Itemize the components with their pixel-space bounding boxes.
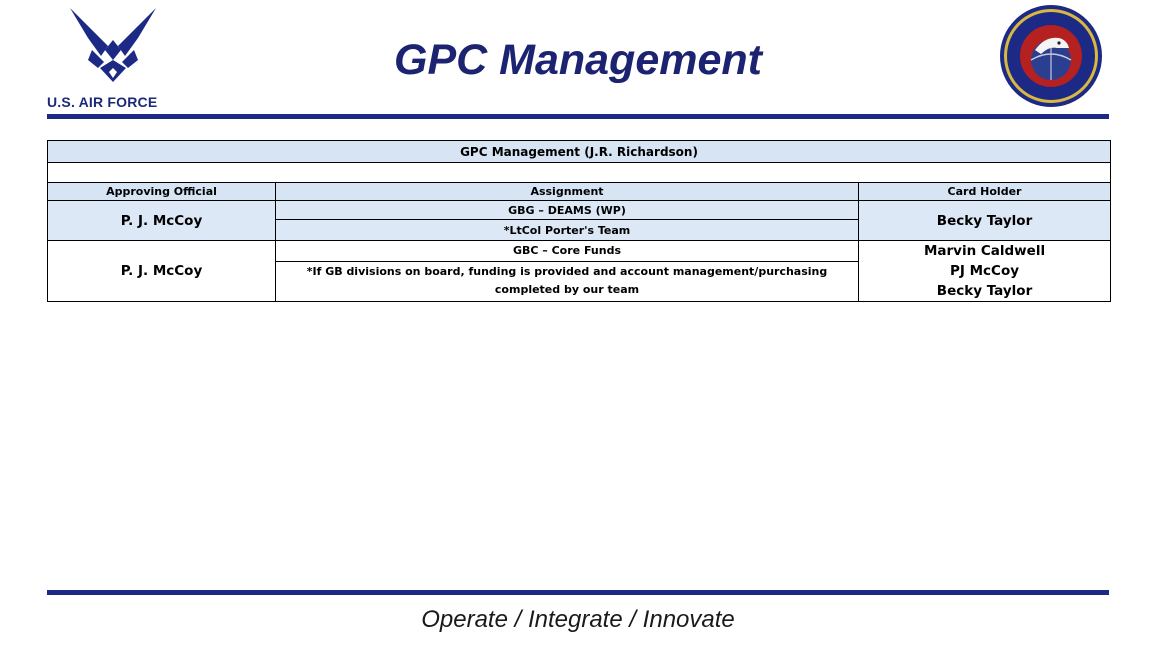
- approving-official-cell: P. J. McCoy: [48, 201, 276, 241]
- card-holder-cell: [859, 241, 1111, 302]
- card-holder-name: Marvin Caldwell: [923, 243, 1046, 259]
- table-spacer-row: [48, 163, 1111, 183]
- column-header-approving-official: Approving Official: [48, 183, 276, 201]
- footer-motto: Operate / Integrate / Innovate: [421, 606, 735, 633]
- aflcmc-seal: [997, 4, 1105, 108]
- card-holder-name: Becky Taylor: [936, 283, 1033, 299]
- assignment-note-cell: *LtCol Porter's Team: [276, 220, 859, 241]
- approving-official-cell: P. J. McCoy: [48, 241, 276, 302]
- seal-emblem-icon: [997, 4, 1105, 108]
- card-holder-name: PJ McCoy: [949, 263, 1020, 279]
- card-holder-cell: [859, 201, 1111, 241]
- assignment-cell: GBC – Core Funds: [276, 241, 859, 262]
- gpc-table: [47, 140, 1111, 302]
- column-header-assignment: Assignment: [276, 183, 859, 201]
- logo-wordmark: U.S. AIR FORCE: [47, 94, 158, 110]
- header-rule: [47, 114, 1109, 119]
- footer-rule: [47, 590, 1109, 595]
- card-holder-name: Becky Taylor: [936, 212, 1033, 229]
- table-title: GPC Management (J.R. Richardson): [48, 141, 1111, 163]
- assignment-cell: GBG – DEAMS (WP): [276, 201, 859, 220]
- page-title: GPC Management: [394, 36, 762, 84]
- column-header-card-holder: Card Holder: [859, 183, 1111, 201]
- assignment-note-cell: *If GB divisions on board, funding is provided and account management/purchasing completed by our team: [276, 261, 859, 301]
